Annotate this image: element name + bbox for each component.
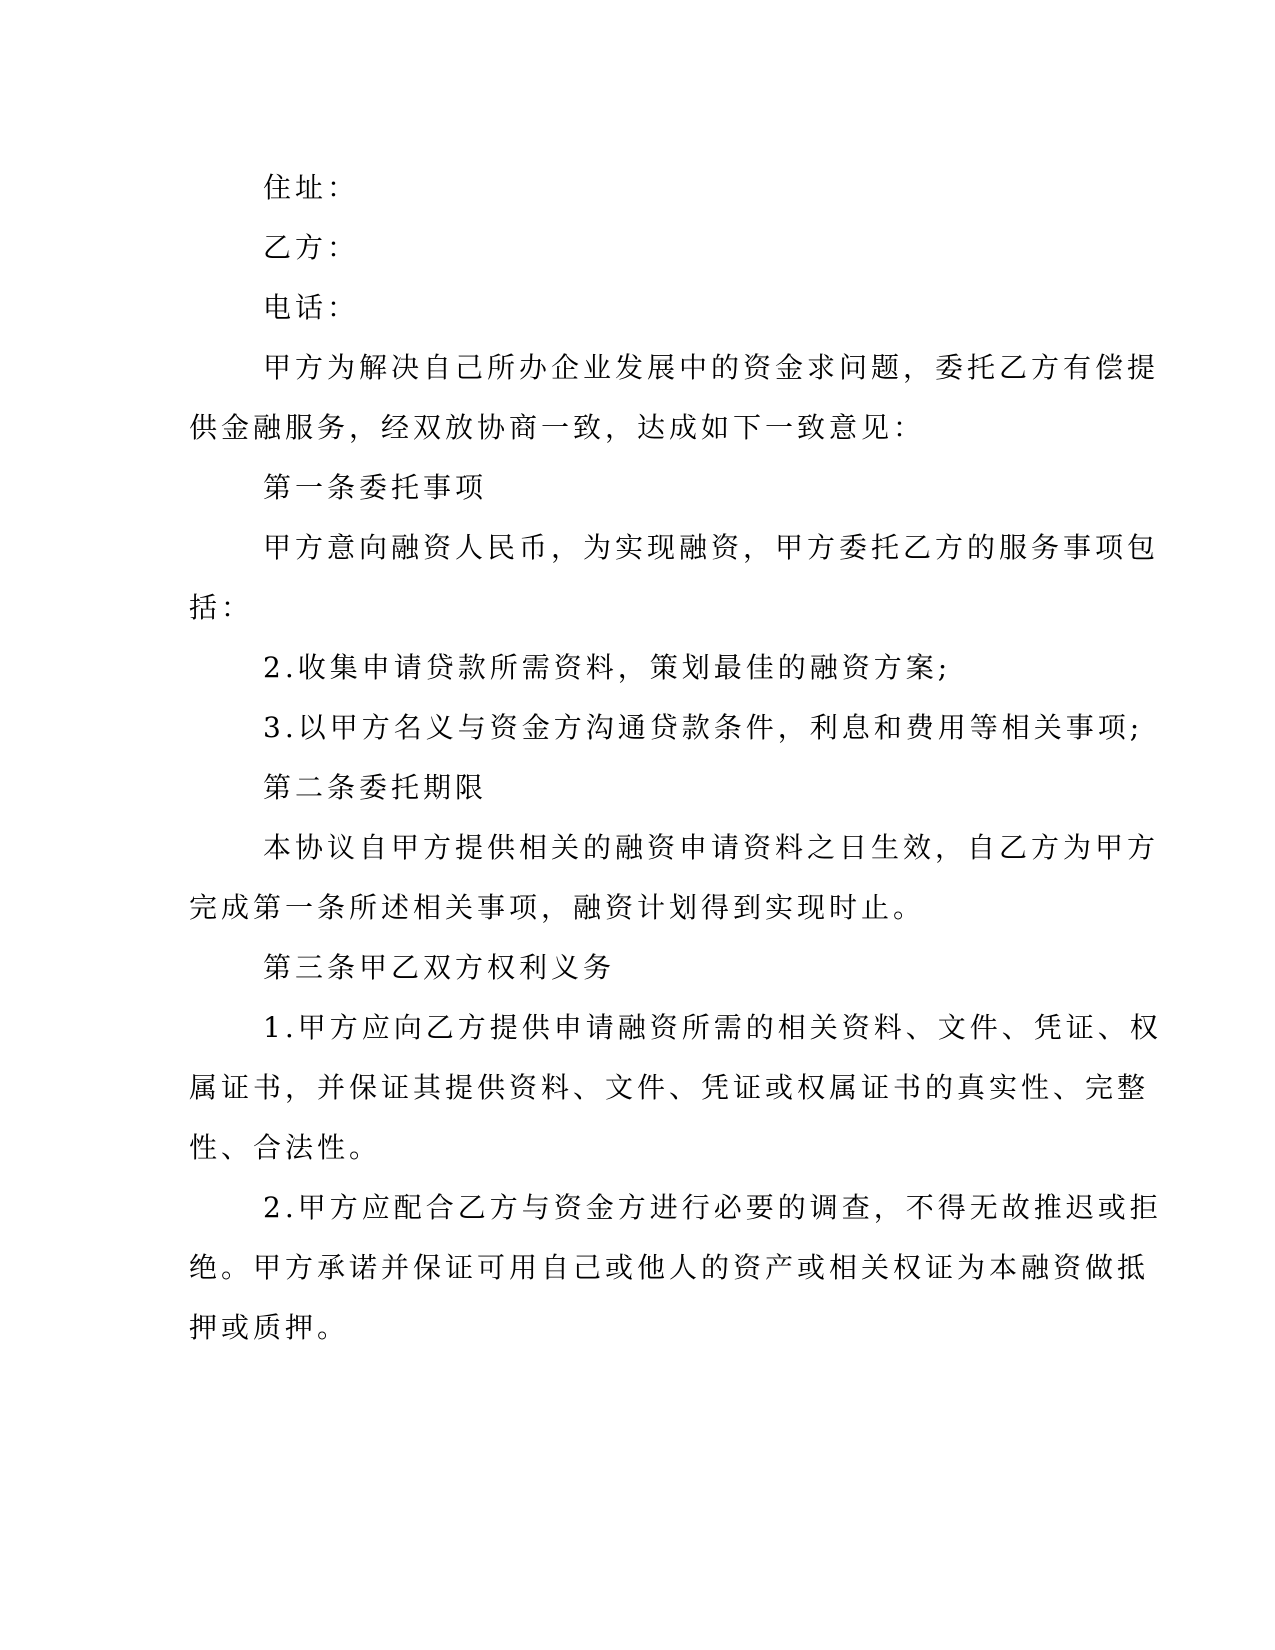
- paragraph-article-1-line-1: 甲方意向融资人民币，为实现融资，甲方委托乙方的服务事项包: [263, 531, 1160, 564]
- paragraph-article-3-item-1-line-3: 性、合法性。: [189, 1131, 382, 1164]
- heading-article-2: 第二条委托期限: [263, 771, 488, 804]
- paragraph-intro-line-2: 供金融服务，经双放协商一致，达成如下一致意见：: [189, 411, 926, 444]
- paragraph-article-3-item-1-line-1: 1.甲方应向乙方提供申请融资所需的相关资料、文件、凭证、权: [263, 1011, 1162, 1044]
- paragraph-article-1-line-2: 括：: [189, 591, 254, 624]
- heading-article-3: 第三条甲乙双方权利义务: [263, 951, 616, 984]
- field-address: 住址：: [263, 171, 360, 204]
- paragraph-article-3-item-2-line-2: 绝。甲方承诺并保证可用自己或他人的资产或相关权证为本融资做抵: [189, 1251, 1150, 1284]
- heading-article-1: 第一条委托事项: [263, 471, 488, 504]
- paragraph-article-3-item-2-line-1: 2.甲方应配合乙方与资金方进行必要的调查，不得无故推迟或拒: [263, 1191, 1162, 1224]
- paragraph-article-2-line-2: 完成第一条所述相关事项，融资计划得到实现时止。: [189, 891, 926, 924]
- paragraph-intro-line-1: 甲方为解决自己所办企业发展中的资金求问题，委托乙方有偿提: [263, 351, 1160, 384]
- paragraph-article-3-item-2-line-3: 押或质押。: [189, 1311, 350, 1344]
- list-item-2: 2.收集申请贷款所需资料，策划最佳的融资方案;: [263, 651, 952, 684]
- paragraph-article-3-item-1-line-2: 属证书，并保证其提供资料、文件、凭证或权属证书的真实性、完整: [189, 1071, 1150, 1104]
- field-phone: 电话：: [263, 291, 360, 324]
- field-party-b: 乙方：: [263, 231, 360, 264]
- paragraph-article-2-line-1: 本协议自甲方提供相关的融资申请资料之日生效，自乙方为甲方: [263, 831, 1160, 864]
- list-item-3: 3.以甲方名义与资金方沟通贷款条件，利息和费用等相关事项;: [263, 711, 1144, 744]
